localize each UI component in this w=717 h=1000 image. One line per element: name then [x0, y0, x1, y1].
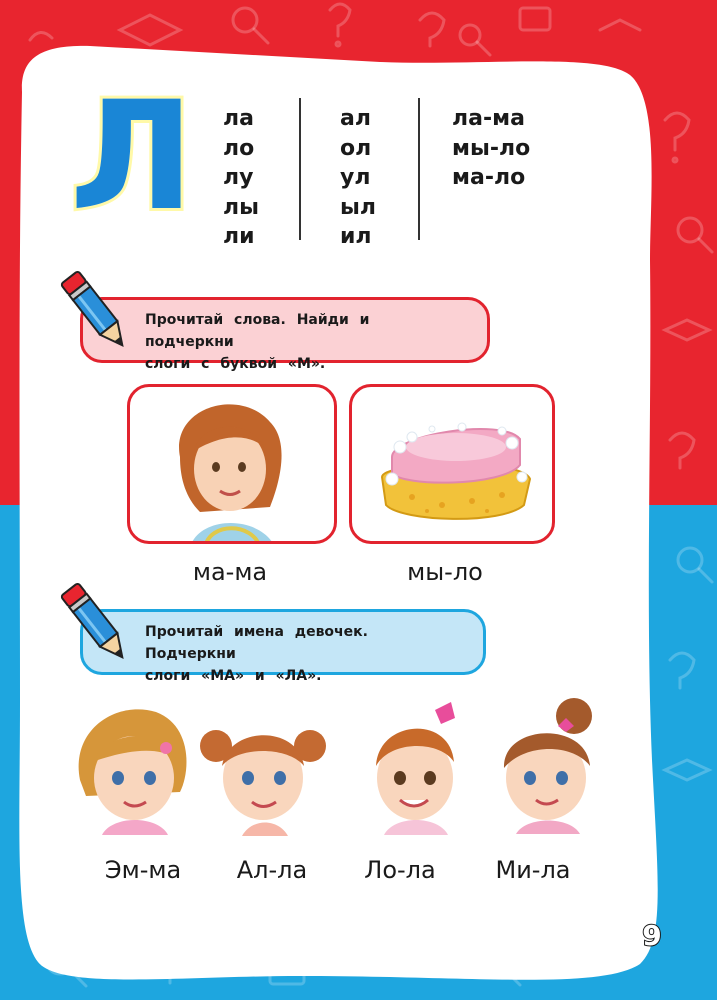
girl-alla-illustration — [198, 706, 328, 836]
syllable: ил — [340, 224, 372, 249]
girl-mila-illustration — [486, 694, 616, 834]
name-caption-3: Ло-ла — [364, 856, 436, 884]
task-1-line-1: Прочитай слова. Найди и подчеркни — [145, 312, 370, 350]
syllable: ло — [223, 135, 255, 161]
task-1-line-2: слоги с буквой «М». — [145, 356, 326, 372]
name-caption-2: Ал-ла — [236, 856, 308, 884]
syllables-column-2 — [340, 104, 376, 252]
syllable: ли — [223, 224, 255, 249]
task-2-instruction — [80, 609, 486, 684]
girl-emma-illustration — [66, 700, 196, 835]
name-caption-4: Ми-ла — [495, 856, 571, 884]
syllable: ма-ло — [452, 165, 526, 190]
big-letter-l: Л — [69, 70, 195, 244]
syllable: ла-ма — [452, 106, 525, 131]
syllable: ал — [340, 106, 371, 131]
task-2-line-1: Прочитай имена девочек. Подчеркни — [145, 624, 368, 662]
pencil-icon — [56, 262, 136, 357]
mother-illustration — [130, 387, 337, 544]
syllable: ыл — [340, 194, 377, 220]
syllable: ол — [340, 135, 372, 161]
column-divider — [418, 98, 420, 240]
syllable: ул — [340, 165, 371, 190]
pencil-icon — [56, 574, 136, 669]
word-caption-left: ма-ма — [192, 558, 268, 586]
name-caption-1: Эм-ма — [104, 856, 182, 884]
girl-lola-illustration — [350, 700, 480, 835]
column-divider — [299, 98, 301, 240]
syllable: мы-ло — [452, 135, 531, 161]
page-number: 9 — [642, 919, 662, 952]
soap-picture-frame — [349, 384, 555, 544]
mother-picture-frame — [127, 384, 337, 544]
task-2-line-2: слоги «МА» и «ЛА». — [145, 668, 322, 684]
soap-illustration — [352, 387, 555, 544]
task-1-instruction — [80, 297, 490, 372]
syllable: лу — [223, 165, 254, 190]
syllable: ла — [223, 106, 254, 131]
word-caption-right: мы-ло — [407, 558, 483, 586]
syllable: лы — [223, 194, 260, 220]
syllables-column-1 — [223, 104, 259, 252]
syllables-column-3 — [452, 104, 530, 193]
